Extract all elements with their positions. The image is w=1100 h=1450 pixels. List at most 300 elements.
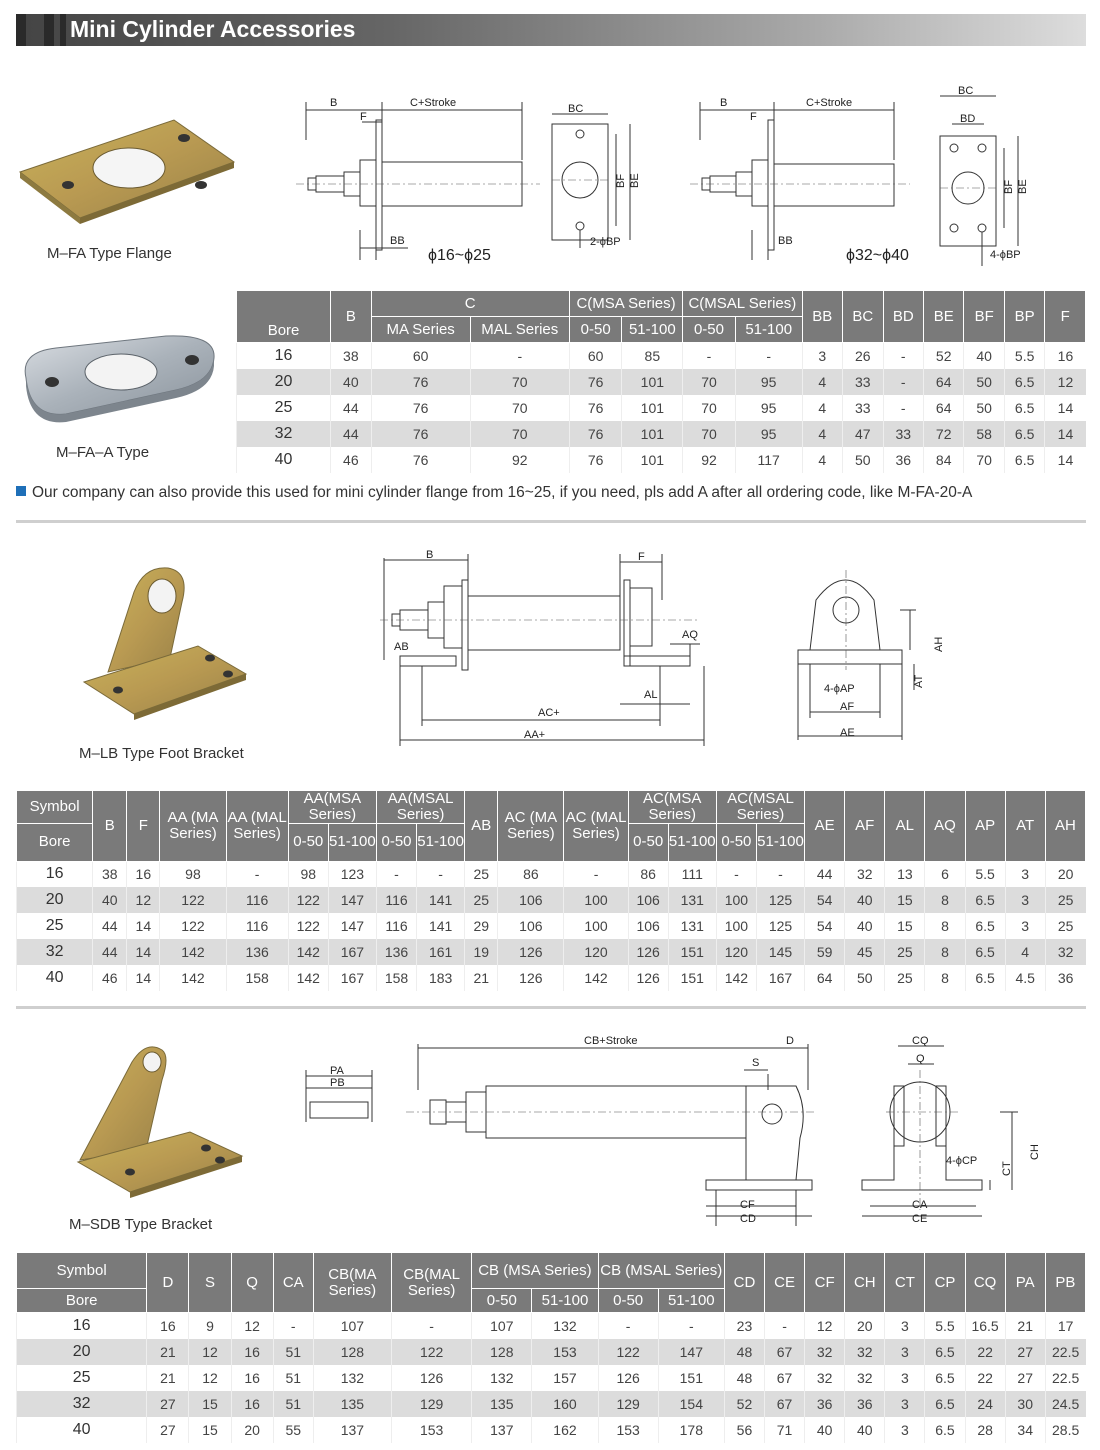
value-cell: 123 (328, 861, 376, 887)
value-cell: 101 (622, 395, 683, 421)
value-cell: 52 (724, 1391, 764, 1417)
th-51100: 51-100 (668, 823, 716, 861)
ordering-note (16, 484, 972, 502)
value-cell: 6.5 (925, 1391, 965, 1417)
value-cell: 153 (598, 1417, 658, 1443)
th-050: 0-50 (683, 317, 736, 343)
value-cell: 86 (498, 861, 564, 887)
bore-cell: 20 (17, 887, 93, 913)
value-cell: 120 (716, 939, 756, 965)
value-cell: 4 (802, 421, 842, 447)
value-cell: 8 (925, 939, 965, 965)
th-51100: 51-100 (622, 317, 683, 343)
lb-spec-table (16, 790, 1086, 991)
value-cell: 40 (845, 887, 885, 913)
th-51100: 51-100 (658, 1289, 724, 1313)
th-bore: Bore (17, 1289, 147, 1313)
value-cell: 12 (189, 1365, 231, 1391)
th-aa-msa: AA(MSA Series) (288, 791, 376, 824)
dim-bb: BB (390, 235, 405, 247)
value-cell: 67 (765, 1391, 805, 1417)
sdb-dim-ct: CT (1001, 1161, 1013, 1176)
value-cell: 116 (376, 913, 416, 939)
value-cell: 126 (392, 1365, 472, 1391)
value-cell: 122 (392, 1339, 472, 1365)
value-cell: 12 (1045, 369, 1086, 395)
value-cell: 101 (622, 369, 683, 395)
sdb-dim-s: S (752, 1057, 760, 1069)
th-symbol: Symbol (17, 1253, 147, 1289)
th-050: 0-50 (472, 1289, 532, 1313)
sdb-dim-cf: CF (740, 1199, 755, 1211)
value-cell: 167 (756, 965, 804, 991)
fa-a-label: M–FA–A Type (56, 444, 150, 461)
value-cell: 70 (470, 395, 569, 421)
value-cell: 100 (716, 887, 756, 913)
sdb-dim-cq: CQ (912, 1035, 929, 1047)
value-cell: 3 (802, 343, 842, 369)
value-cell: 3 (1005, 861, 1045, 887)
value-cell: 85 (622, 343, 683, 369)
value-cell: 106 (498, 887, 564, 913)
value-cell: 141 (417, 887, 465, 913)
value-cell: 142 (564, 965, 628, 991)
value-cell: 54 (805, 913, 845, 939)
value-cell: 72 (923, 421, 963, 447)
value-cell: 28 (965, 1417, 1005, 1443)
value-cell: 47 (843, 421, 883, 447)
th-bc: BC (843, 291, 883, 343)
sdb-dim-ce: CE (912, 1213, 928, 1225)
dim-4bp: 4-ϕBP (990, 249, 1021, 261)
value-cell: 136 (226, 939, 288, 965)
value-cell: 25 (1045, 913, 1085, 939)
value-cell: 98 (160, 861, 226, 887)
value-cell: - (716, 861, 756, 887)
value-cell: 122 (160, 913, 226, 939)
sdb-dim-cp: 4-ϕCP (946, 1155, 978, 1167)
value-cell: 107 (313, 1313, 391, 1339)
value-cell: 122 (288, 887, 328, 913)
value-cell: 142 (288, 965, 328, 991)
value-cell: - (226, 861, 288, 887)
value-cell: 40 (93, 887, 127, 913)
th-aa-ma: AA (MA Series) (160, 791, 226, 862)
bore-cell: 16 (17, 1313, 147, 1339)
value-cell: 122 (288, 913, 328, 939)
table-row (17, 913, 1086, 939)
th-c-msa: C(MSA Series) (569, 291, 682, 317)
value-cell: 16 (147, 1313, 189, 1339)
value-cell: 120 (564, 939, 628, 965)
value-cell: - (658, 1313, 724, 1339)
bore-cell: 16 (17, 861, 93, 887)
th-aq: AQ (925, 791, 965, 862)
value-cell: 132 (472, 1365, 532, 1391)
th-050: 0-50 (716, 823, 756, 861)
table-row (237, 369, 1086, 395)
th-af: AF (845, 791, 885, 862)
value-cell: 151 (658, 1365, 724, 1391)
value-cell: 14 (127, 965, 160, 991)
value-cell: 8 (925, 887, 965, 913)
value-cell: 44 (805, 861, 845, 887)
th-51100: 51-100 (328, 823, 376, 861)
value-cell: 4 (802, 447, 842, 473)
value-cell: 25 (885, 965, 925, 991)
value-cell: 106 (498, 913, 564, 939)
th-cd: CD (724, 1253, 764, 1313)
th-mal: MAL Series (470, 317, 569, 343)
value-cell: 46 (93, 965, 127, 991)
section-header (16, 14, 1086, 46)
value-cell: 54 (805, 887, 845, 913)
value-cell: 107 (472, 1313, 532, 1339)
value-cell: 122 (160, 887, 226, 913)
dim-bd: BD (960, 113, 976, 125)
table-row (237, 395, 1086, 421)
value-cell: 16 (127, 861, 160, 887)
value-cell: 21 (1005, 1313, 1045, 1339)
value-cell: 23 (724, 1313, 764, 1339)
value-cell: 131 (668, 913, 716, 939)
dim-f: F (360, 111, 367, 123)
value-cell: 71 (765, 1417, 805, 1443)
table-row (17, 1365, 1086, 1391)
value-cell: 6.5 (1004, 395, 1044, 421)
th-aa-mal: AA (MAL Series) (226, 791, 288, 862)
value-cell: 14 (1045, 395, 1086, 421)
value-cell: 44 (93, 939, 127, 965)
lb-dim-b: B (426, 549, 434, 561)
bore-cell: 20 (237, 369, 331, 395)
th-ae: AE (805, 791, 845, 862)
value-cell: 106 (628, 887, 668, 913)
value-cell: 5.5 (925, 1313, 965, 1339)
value-cell: - (470, 343, 569, 369)
value-cell: 14 (1045, 447, 1086, 473)
value-cell: 137 (472, 1417, 532, 1443)
value-cell: 59 (805, 939, 845, 965)
value-cell: 160 (532, 1391, 598, 1417)
header-mark (60, 14, 66, 46)
value-cell: - (376, 861, 416, 887)
value-cell: 76 (371, 395, 470, 421)
th-ac-mal: AC (MAL Series) (564, 791, 628, 862)
th-cb-ma: CB(MA Series) (313, 1253, 391, 1313)
lb-dim-at: AT (913, 674, 925, 688)
value-cell: 6.5 (925, 1339, 965, 1365)
value-cell: 29 (465, 913, 498, 939)
value-cell: 46 (331, 447, 371, 473)
value-cell: 27 (1005, 1339, 1045, 1365)
th-ac-ma: AC (MA Series) (498, 791, 564, 862)
value-cell: 129 (598, 1391, 658, 1417)
value-cell: 167 (328, 939, 376, 965)
value-cell: 84 (923, 447, 963, 473)
value-cell: 76 (569, 421, 622, 447)
value-cell: 12 (805, 1313, 845, 1339)
th-be: BE (923, 291, 963, 343)
value-cell: 32 (845, 1339, 885, 1365)
value-cell: 6 (925, 861, 965, 887)
value-cell: 64 (923, 395, 963, 421)
value-cell: 6.5 (965, 887, 1005, 913)
value-cell: 142 (288, 939, 328, 965)
value-cell: 157 (532, 1365, 598, 1391)
value-cell: 21 (147, 1339, 189, 1365)
value-cell: 50 (843, 447, 883, 473)
th-050: 0-50 (569, 317, 622, 343)
value-cell: 15 (189, 1417, 231, 1443)
value-cell: 58 (964, 421, 1004, 447)
value-cell: 32 (845, 861, 885, 887)
table-row (17, 965, 1086, 991)
value-cell: 95 (735, 395, 802, 421)
bore-cell: 16 (237, 343, 331, 369)
value-cell: 21 (465, 965, 498, 991)
value-cell: 6.5 (965, 965, 1005, 991)
table-row (17, 1417, 1086, 1443)
th-bore: Bore (17, 823, 93, 861)
value-cell: 36 (805, 1391, 845, 1417)
value-cell: - (756, 861, 804, 887)
value-cell: 3 (1005, 887, 1045, 913)
value-cell: 86 (628, 861, 668, 887)
page-title: Mini Cylinder Accessories (70, 16, 356, 42)
value-cell: 51 (273, 1339, 313, 1365)
value-cell: 5.5 (1004, 343, 1044, 369)
value-cell: 25 (465, 861, 498, 887)
value-cell: 116 (376, 887, 416, 913)
value-cell: 27 (147, 1417, 189, 1443)
value-cell: 122 (598, 1339, 658, 1365)
value-cell: 15 (885, 887, 925, 913)
value-cell: 92 (683, 447, 736, 473)
dim-bc-large: BC (958, 85, 974, 97)
value-cell: - (883, 343, 923, 369)
th-050: 0-50 (628, 823, 668, 861)
value-cell: 22.5 (1045, 1339, 1085, 1365)
value-cell: 125 (756, 887, 804, 913)
note-text: Our company can also provide this used for mini cylinder flange from 16~25, if you need, pls add A after all ordering code, like M-FA-20-A (32, 484, 973, 501)
value-cell: 33 (843, 369, 883, 395)
value-cell: 64 (805, 965, 845, 991)
value-cell: 40 (331, 369, 371, 395)
value-cell: 67 (765, 1365, 805, 1391)
value-cell: 13 (885, 861, 925, 887)
value-cell: 40 (964, 343, 1004, 369)
value-cell: 33 (843, 395, 883, 421)
value-cell: 95 (735, 421, 802, 447)
th-cb-msal: CB (MSAL Series) (598, 1253, 724, 1289)
bore-cell: 25 (17, 1365, 147, 1391)
sdb-front-view (862, 1046, 1018, 1216)
dim-f-large: F (750, 111, 757, 123)
value-cell: 22 (965, 1339, 1005, 1365)
th-s: S (189, 1253, 231, 1313)
value-cell: 76 (371, 421, 470, 447)
value-cell: 24 (965, 1391, 1005, 1417)
value-cell: 12 (231, 1313, 273, 1339)
th-050: 0-50 (376, 823, 416, 861)
sdb-table-body (17, 1313, 1086, 1443)
value-cell: 50 (964, 395, 1004, 421)
th-at: AT (1005, 791, 1045, 862)
bore-cell: 40 (17, 965, 93, 991)
value-cell: 32 (805, 1365, 845, 1391)
value-cell: 154 (658, 1391, 724, 1417)
value-cell: 6.5 (965, 913, 1005, 939)
value-cell: 135 (472, 1391, 532, 1417)
dim-bb-large: BB (778, 235, 793, 247)
sdb-dim-cd: CD (740, 1213, 756, 1225)
value-cell: 151 (668, 939, 716, 965)
value-cell: 67 (765, 1339, 805, 1365)
th-ah: AH (1045, 791, 1085, 862)
value-cell: - (273, 1313, 313, 1339)
sdb-bracket-photo (70, 1040, 250, 1200)
value-cell: 70 (683, 369, 736, 395)
value-cell: 116 (226, 913, 288, 939)
th-al: AL (885, 791, 925, 862)
value-cell: 126 (628, 939, 668, 965)
th-pb: PB (1045, 1253, 1085, 1313)
value-cell: 70 (964, 447, 1004, 473)
value-cell: 44 (93, 913, 127, 939)
value-cell: 158 (376, 965, 416, 991)
fa-spec-table (236, 290, 1086, 473)
bore-cell: 25 (17, 913, 93, 939)
value-cell: 76 (569, 369, 622, 395)
th-d: D (147, 1253, 189, 1313)
value-cell: 161 (417, 939, 465, 965)
value-cell: - (417, 861, 465, 887)
value-cell: 106 (628, 913, 668, 939)
th-bb: BB (802, 291, 842, 343)
value-cell: 145 (756, 939, 804, 965)
lb-dim-ah: AH (933, 636, 945, 652)
lb-dim-af: AF (840, 701, 855, 713)
value-cell: 56 (724, 1417, 764, 1443)
lb-dim-aa: AA+ (524, 729, 546, 741)
dim-be-large: BE (1017, 179, 1029, 194)
value-cell: 153 (532, 1339, 598, 1365)
value-cell: 21 (147, 1365, 189, 1391)
range-small: ϕ16~ϕ25 (428, 247, 491, 264)
th-aa-msal: AA(MSAL Series) (376, 791, 464, 824)
value-cell: 27 (1005, 1365, 1045, 1391)
th-b: B (331, 291, 371, 343)
value-cell: 162 (532, 1417, 598, 1443)
th-c-msal: C(MSAL Series) (683, 291, 802, 317)
value-cell: 6.5 (1004, 447, 1044, 473)
th-cf: CF (805, 1253, 845, 1313)
value-cell: 116 (226, 887, 288, 913)
table-row (237, 447, 1086, 473)
value-cell: 5.5 (965, 861, 1005, 887)
value-cell: 27 (147, 1391, 189, 1417)
th-bf: BF (964, 291, 1004, 343)
value-cell: 38 (93, 861, 127, 887)
th-f: F (1045, 291, 1086, 343)
th-51100: 51-100 (756, 823, 804, 861)
value-cell: 128 (472, 1339, 532, 1365)
dim-bc: BC (568, 103, 584, 115)
value-cell: 100 (564, 913, 628, 939)
value-cell: 8 (925, 913, 965, 939)
th-q: Q (231, 1253, 273, 1313)
th-51100: 51-100 (417, 823, 465, 861)
lb-technical-drawing (370, 540, 970, 750)
value-cell: 76 (371, 447, 470, 473)
value-cell: 137 (313, 1417, 391, 1443)
value-cell: 6.5 (965, 939, 1005, 965)
th-ca: CA (273, 1253, 313, 1313)
value-cell: 92 (470, 447, 569, 473)
value-cell: - (735, 343, 802, 369)
header-mark (16, 14, 26, 46)
value-cell: 126 (628, 965, 668, 991)
value-cell: 50 (964, 369, 1004, 395)
value-cell: 125 (756, 913, 804, 939)
value-cell: 60 (371, 343, 470, 369)
sdb-dim-d: D (786, 1035, 794, 1047)
value-cell: 6.5 (925, 1365, 965, 1391)
value-cell: 14 (127, 913, 160, 939)
value-cell: - (392, 1313, 472, 1339)
value-cell: 4 (802, 369, 842, 395)
th-cb-mal: CB(MAL Series) (392, 1253, 472, 1313)
bore-cell: 40 (17, 1417, 147, 1443)
sdb-dim-cb: CB+Stroke (584, 1035, 638, 1047)
value-cell: 126 (498, 939, 564, 965)
value-cell: 19 (465, 939, 498, 965)
th-ab: AB (465, 791, 498, 862)
value-cell: - (883, 395, 923, 421)
value-cell: 132 (532, 1313, 598, 1339)
value-cell: 132 (313, 1365, 391, 1391)
lb-dim-ab: AB (394, 641, 409, 653)
value-cell: 142 (716, 965, 756, 991)
value-cell: 76 (569, 447, 622, 473)
value-cell: 44 (331, 421, 371, 447)
value-cell: 76 (569, 395, 622, 421)
value-cell: 51 (273, 1391, 313, 1417)
th-050: 0-50 (598, 1289, 658, 1313)
value-cell: 16 (231, 1339, 273, 1365)
value-cell: 100 (716, 913, 756, 939)
value-cell: 40 (805, 1417, 845, 1443)
value-cell: 147 (658, 1339, 724, 1365)
fa-a-photo (16, 330, 226, 425)
value-cell: 3 (885, 1339, 925, 1365)
value-cell: 24.5 (1045, 1391, 1085, 1417)
th-pa: PA (1005, 1253, 1045, 1313)
value-cell: 12 (189, 1339, 231, 1365)
value-cell: 48 (724, 1339, 764, 1365)
th-bp: BP (1004, 291, 1044, 343)
lb-bracket-label: M–LB Type Foot Bracket (79, 745, 244, 762)
bore-cell: 32 (237, 421, 331, 447)
lb-table-body (17, 861, 1086, 991)
sdb-dim-ca: CA (912, 1199, 928, 1211)
value-cell: 36 (883, 447, 923, 473)
value-cell: - (883, 369, 923, 395)
value-cell: 126 (498, 965, 564, 991)
value-cell: 70 (470, 421, 569, 447)
value-cell: 20 (231, 1417, 273, 1443)
